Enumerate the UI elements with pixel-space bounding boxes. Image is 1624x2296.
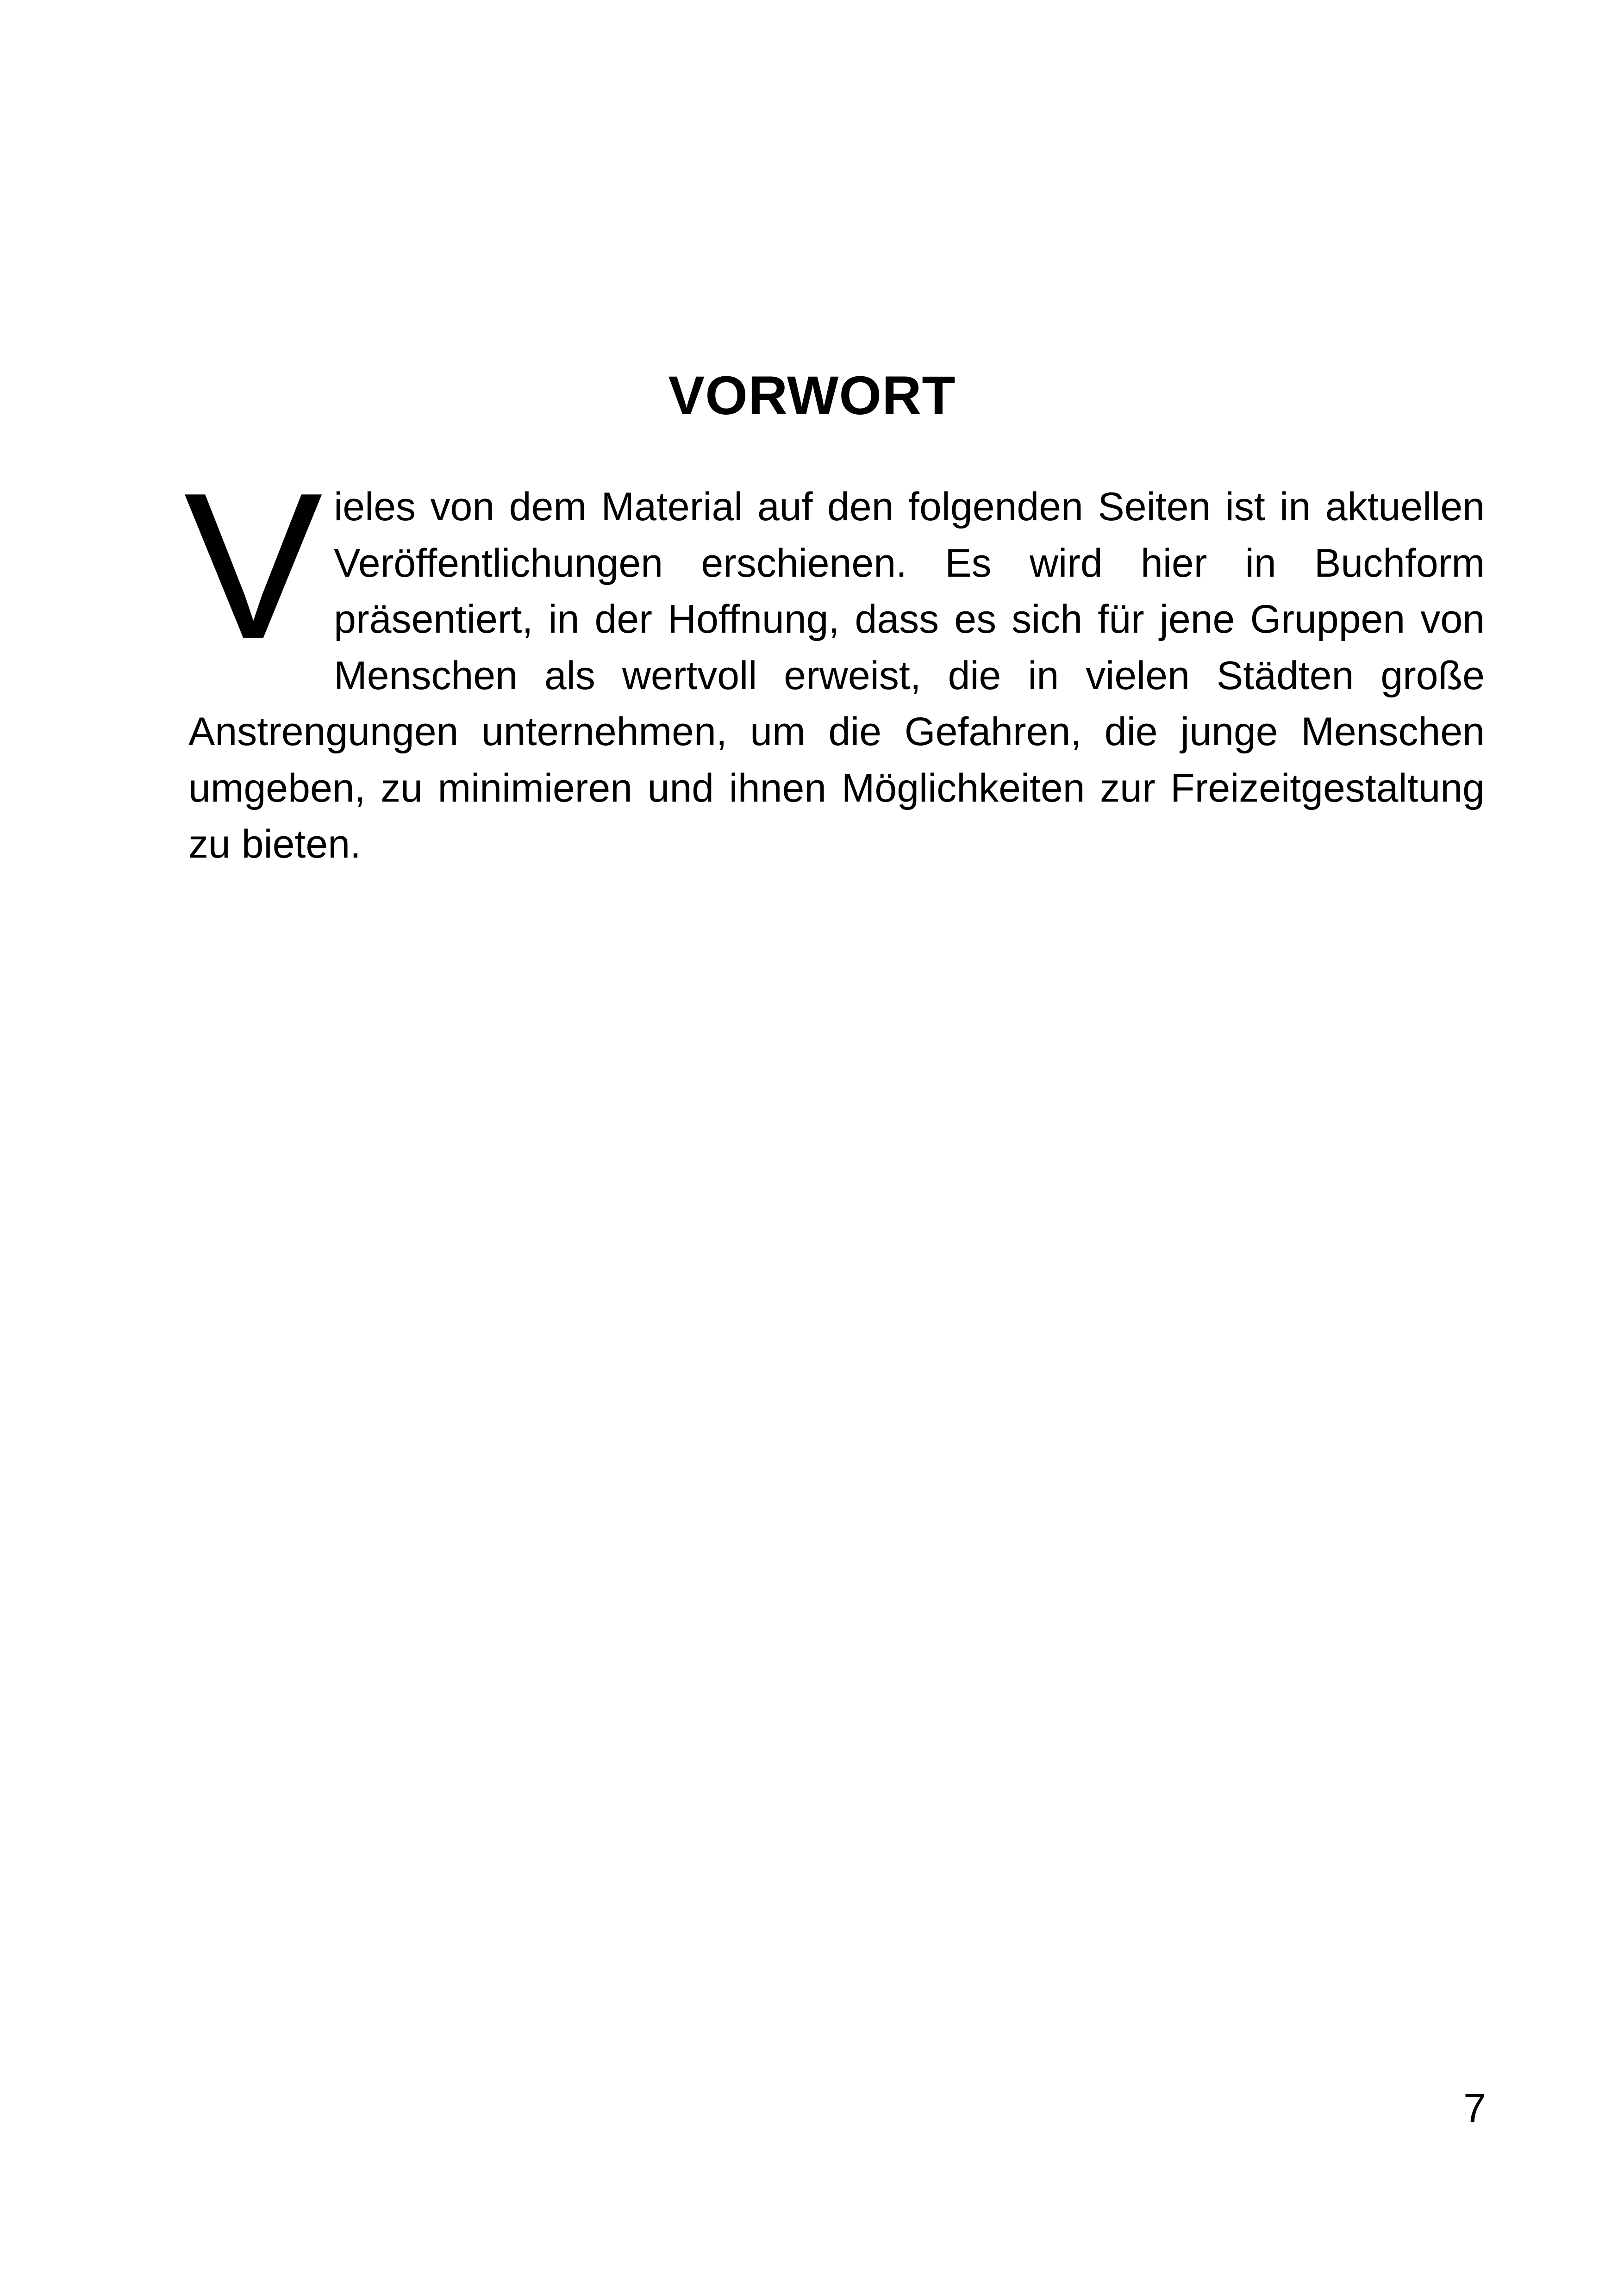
paragraph-text: ieles von dem Material auf den folgenden Seiten ist in aktuellen Veröffentlichungen erschienen. Es wird hier in Buchform präsentiert, in der Hoffnung, dass es sich für jene Gruppen von Menschen als wertvoll erweist, die in vielen Städten große Anstrengungen unternehmen, um die Gefahren, die junge Menschen umgeben, zu minimieren und ihnen Möglichkeiten zur Freizeitgestaltung zu bieten. bbox=[188, 485, 1485, 866]
foreword-paragraph bbox=[184, 450, 1485, 873]
drop-cap: V bbox=[184, 450, 323, 682]
page-number: 7 bbox=[1463, 2085, 1486, 2131]
page-title: VORWORT bbox=[668, 365, 956, 426]
